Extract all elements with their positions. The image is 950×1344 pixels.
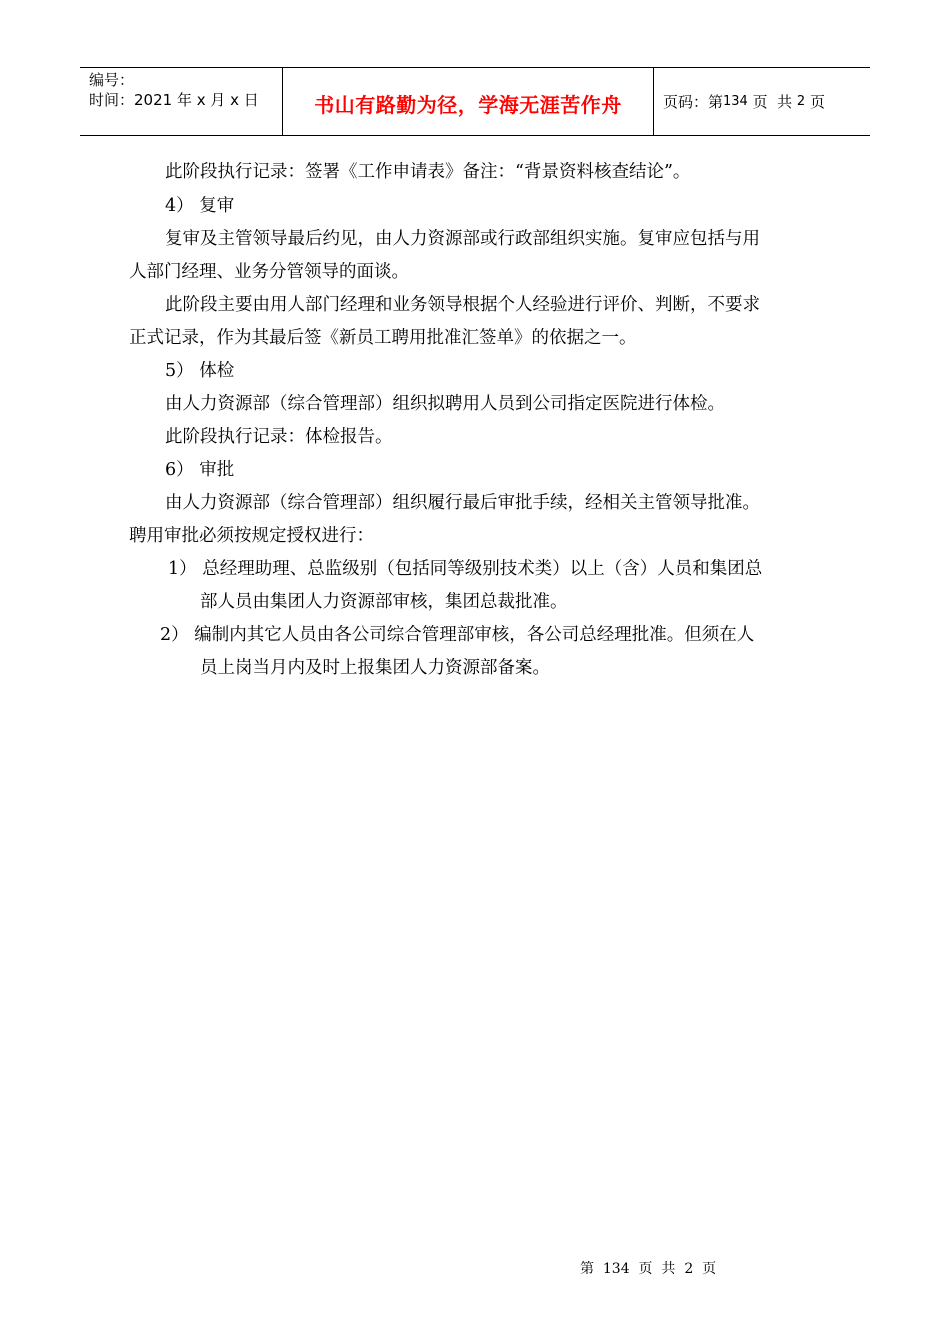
page-label: 页码：第 — [663, 93, 724, 111]
document-number-label: 编号： — [89, 71, 135, 89]
list-item-line: 2） 编制内其它人员由各公司综合管理部审核，各公司总经理批准。但须在人 — [160, 625, 755, 645]
header-meta — [80, 68, 282, 135]
section-heading-approval: 6） 审批 — [165, 460, 235, 480]
body-paragraph-line: 聘用审批必须按规定授权进行： — [129, 526, 374, 546]
header-motto: 书山有路勤为径，学海无涯苦作舟 — [314, 93, 622, 117]
list-item-line: 1） 总经理助理、总监级别（包括同等级别技术类）以上（含）人员和集团总 — [168, 559, 763, 579]
list-item-line: 部人员由集团人力资源部审核，集团总裁批准。 — [200, 592, 568, 612]
page-separator: 页 共 — [747, 93, 797, 111]
page-total: 2 — [796, 94, 806, 109]
body-paragraph-line: 正式记录，作为其最后签《新员工聘用批准汇签单》的依据之一。 — [129, 328, 637, 348]
page-number: 134 — [723, 94, 748, 109]
body-paragraph-line: 此阶段执行记录：体检报告。 — [165, 427, 393, 447]
page-footer: 第 134 页 共 2 页 — [580, 1261, 717, 1277]
body-paragraph-line: 由人力资源部（综合管理部）组织履行最后审批手续，经相关主管领导批准。 — [165, 493, 760, 513]
header-page-info — [654, 68, 870, 135]
header-motto-cell — [282, 68, 654, 135]
body-paragraph-line: 此阶段执行记录：签署《工作申请表》备注：“背景资料核查结论”。 — [165, 162, 691, 182]
list-item-line: 员上岗当月内及时上报集团人力资源部备案。 — [200, 658, 550, 678]
section-heading-review: 4） 复审 — [165, 196, 235, 216]
body-paragraph-line: 由人力资源部（综合管理部）组织拟聘用人员到公司指定医院进行体检。 — [165, 394, 725, 414]
document-date: 时间：2021 年 x 月 x 日 — [89, 91, 259, 109]
body-paragraph-line: 此阶段主要由用人部门经理和业务领导根据个人经验进行评价、判断，不要求 — [165, 295, 760, 315]
page-end: 页 — [805, 93, 825, 111]
body-paragraph-line: 人部门经理、业务分管领导的面谈。 — [129, 262, 409, 282]
document-header — [80, 67, 870, 136]
body-paragraph-line: 复审及主管领导最后约见，由人力资源部或行政部组织实施。复审应包括与用 — [165, 229, 760, 249]
section-heading-medical: 5） 体检 — [165, 361, 235, 381]
